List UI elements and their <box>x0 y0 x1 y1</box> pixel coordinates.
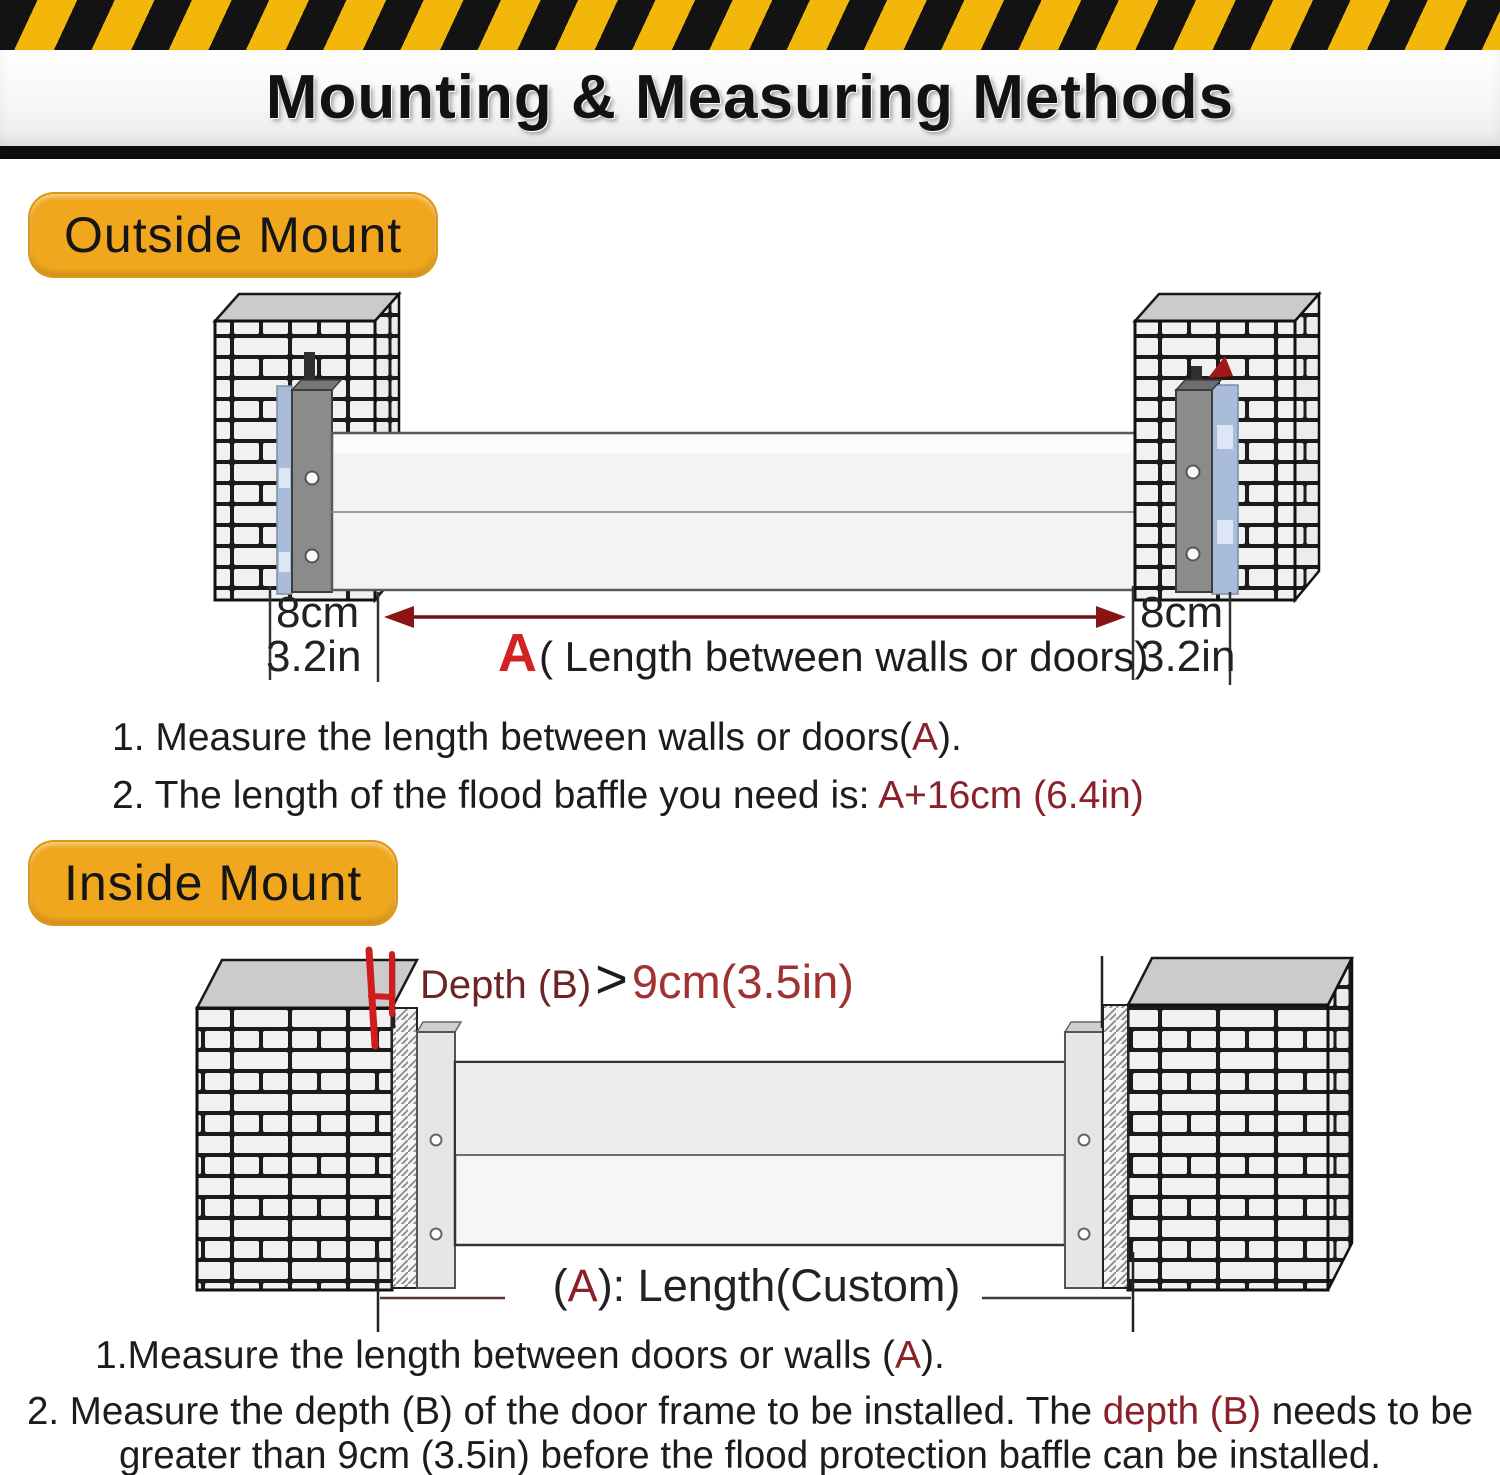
screw-hole <box>1187 466 1200 479</box>
outside-right-gasket <box>1212 385 1238 594</box>
left-offset-cm: 8cm <box>276 588 360 637</box>
inside-note-1 <box>95 1334 945 1378</box>
inside-mount-label: Inside Mount <box>28 840 398 926</box>
length-a-annotation <box>498 622 1148 684</box>
note-highlight: A <box>567 1260 598 1311</box>
screw-hole <box>1079 1229 1090 1240</box>
note-text: ( <box>552 1260 568 1311</box>
screw-hole <box>306 550 319 563</box>
screw-hole <box>431 1229 442 1240</box>
note-highlight: A <box>911 716 938 759</box>
note-highlight: A <box>894 1334 921 1377</box>
left-offset-in: 3.2in <box>266 632 362 681</box>
inside-note-2 <box>20 1390 1480 1475</box>
note-text: 2. The length of the flood baffle you need is: <box>112 774 879 817</box>
note-text: ). <box>937 716 962 759</box>
arrow-head-left <box>384 606 414 628</box>
inside-flood-baffle-panel <box>455 1062 1065 1245</box>
depth-label: Depth (B) <box>420 963 592 1007</box>
length-custom-annotation <box>380 1260 1133 1312</box>
page-title: Mounting & Measuring Methods <box>265 63 1235 132</box>
outside-note-1 <box>112 716 962 760</box>
note-text: 1.Measure the length between doors or walls ( <box>95 1334 895 1377</box>
length-a-symbol: A <box>498 623 537 683</box>
note-text: 2. Measure the depth (B) of the door frame to be installed. The <box>26 1390 1103 1433</box>
outside-flood-baffle-panel <box>332 433 1173 590</box>
note-text: ): Length(Custom) <box>597 1260 961 1311</box>
screw-hole <box>431 1135 442 1146</box>
depth-annotation <box>420 946 854 1011</box>
door-frame-face <box>1103 1005 1128 1288</box>
note-highlight: A+16cm (6.4in) <box>878 774 1144 817</box>
note-text: ). <box>920 1334 945 1377</box>
depth-value: 9cm(3.5in) <box>631 955 854 1008</box>
outside-note-2 <box>112 774 1144 818</box>
right-offset-in: 3.2in <box>1140 632 1236 681</box>
inside-right-pillar <box>1102 956 1352 1290</box>
screw-hole <box>1187 548 1200 561</box>
right-offset-cm: 8cm <box>1140 588 1224 637</box>
outside-left-gasket <box>277 386 292 594</box>
note-text: needs to be greater than 9cm (3.5in) before the flood protection baffle can be installed. <box>118 1390 1474 1475</box>
greater-than-symbol: > <box>595 947 628 1010</box>
outside-mount-label: Outside Mount <box>28 192 438 278</box>
length-a-description: ( Length between walls or doors) <box>539 633 1149 680</box>
note-text: 1. Measure the length between walls or doors( <box>112 716 912 759</box>
screw-hole <box>1079 1135 1090 1146</box>
inside-left-pillar <box>197 956 417 1290</box>
note-highlight: depth (B) <box>1102 1390 1262 1433</box>
door-frame-face <box>392 1008 417 1288</box>
screw-hole <box>306 472 319 485</box>
